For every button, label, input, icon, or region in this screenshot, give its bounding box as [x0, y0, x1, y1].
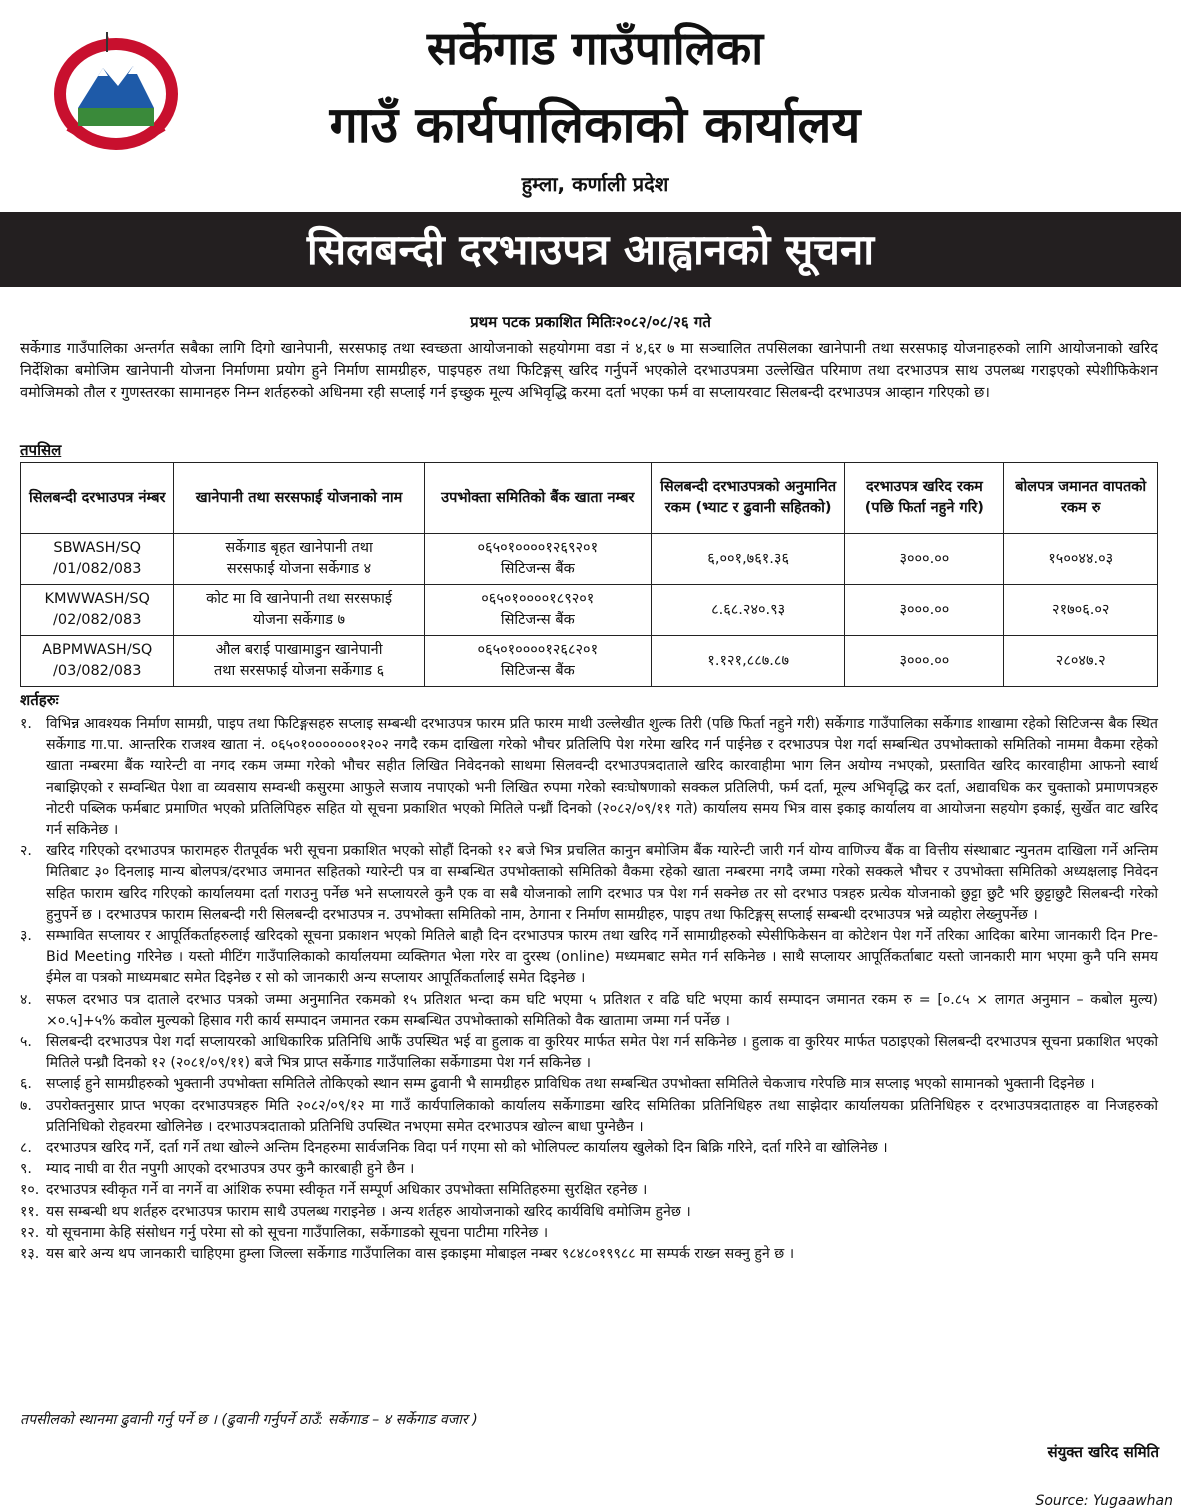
- fee-cell: ३०००.००: [845, 636, 1004, 687]
- col-header-fee: दरभाउपत्र खरिद रकम (पछि फिर्ता नहुने गरि): [845, 463, 1004, 534]
- fee-cell: ३०००.००: [845, 585, 1004, 636]
- term-text: दरभाउपत्र स्वीकृत गर्ने वा नगर्ने वा आंशिक रुपमा स्वीकृत गर्ने सम्पूर्ण अधिकार उपभोक्ता समितिहरुमा सुरक्षित रहनेछ ।: [46, 1182, 648, 1199]
- col-header-scheme-name: खानेपानी तथा सरसफाई योजनाको नाम: [174, 463, 424, 534]
- scheme-name-cell: औल बराई पाखामाडुन खानेपानी तथा सरसफाई योजना सर्केगाड ६: [174, 636, 424, 687]
- term-number: ५.: [20, 1034, 32, 1051]
- term-item: [20, 1074, 1158, 1095]
- term-item: [20, 926, 1158, 990]
- term-number: १२.: [20, 1224, 40, 1241]
- security-cell: १५००४४.०३: [1004, 534, 1158, 585]
- publication-date: प्रथम पटक प्रकाशित मितिः२०८२/०८/२६ गते: [470, 313, 711, 331]
- term-item: [20, 1138, 1158, 1159]
- schedule-label: तपसिल: [20, 441, 62, 459]
- term-text: सफल दरभाउ पत्र दाताले दरभाउ पत्रको जम्मा अनुमानित रकमको १५ प्रतिशत भन्दा कम घटि भएमा ५ प्रतिशत र वढि घटि भएमा कार्य सम्पादन जमानत रकम रु = [०.८५ × लागत अनुमान – कबोल मुल्य) ×०.५]+५% कवोल मुल्यको हिसाव गरी कार्य सम्पादन जमानत रकम सम्बन्धित उपभोक्ताको समितिको वैक खातामा जम्मा गर्न पर्नेछ ।: [46, 991, 1158, 1029]
- col-header-bank-account: उपभोक्ता समितिको बैंक खाता नम्बर: [424, 463, 651, 534]
- term-item: [20, 1223, 1158, 1244]
- signature-committee: संयुक्त खरिद समिति: [1047, 1443, 1159, 1461]
- term-number: ४.: [20, 991, 32, 1008]
- municipality-name: सर्केगाड गाउँपालिका: [426, 21, 764, 75]
- bank-account-cell: ०६५०१००००१२६९२०१ सिटिजन्स बैंक: [424, 534, 651, 585]
- bid-number-cell: ABPMWASH/SQ /03/082/083: [21, 636, 174, 687]
- nepal-emblem-icon: [48, 28, 184, 156]
- term-item: [20, 1032, 1158, 1074]
- term-text: यस सम्बन्धी थप शर्तहरु दरभाउपत्र फाराम साथै उपलब्ध गराइनेछ । अन्य शर्तहरु आयोजनाको खरिद कार्यविधि वमोजिम हुनेछ ।: [46, 1203, 691, 1220]
- term-item: [20, 1180, 1158, 1201]
- table-row: [21, 534, 1158, 585]
- fee-cell: ३०००.००: [845, 534, 1004, 585]
- bank-account-cell: ०६५०१००००१८९२०१ सिटिजन्स बैंक: [424, 585, 651, 636]
- term-number: ६.: [20, 1076, 32, 1093]
- security-cell: २८०४७.२: [1004, 636, 1158, 687]
- intro-paragraph: सर्केगाड गाउँपालिका अन्तर्गत सबैका लागि दिगो खानेपानी, सरसफाइ तथा स्वच्छता आयोजनाको सहयोगमा वडा नं ४,६र ७ मा सञ्चालित तपसिलका खानेपानी तथा सरसफाइ योजनाहरुको लागि आयोजनाको खरिद निर्देशिका बमोजिम खानेपानी योजना निर्माणमा प्रयोग हुने निर्माण सामग्रीहरु, पाइपहरु तथा फिटिङ्गस् खरिद गर्नुपर्ने भएकोले दरभाउपत्रमा उल्लेखित परिमाण तथा दरभाउपत्र साथ उपलब्ध गराइएको स्पेशीफिकेशन वमोजिमको तौल र गुणस्तरका सामानहरु निम्न शर्तहरुको अधिनमा रही सप्लाई गर्न इच्छुक मूल्य अभिवृद्धि करमा दर्ता भएका फर्म वा सप्लायरवाट सिलबन्दी दरभाउपत्र आव्हान गरिएको छ।: [20, 340, 1158, 401]
- term-item: [20, 990, 1158, 1032]
- term-item: [20, 1244, 1158, 1265]
- term-text: यो सूचनामा केहि संसोधन गर्नु परेमा सो को सूचना गाउँपालिका, सर्केगाडको सूचना पाटीमा गरिनेछ ।: [46, 1224, 549, 1241]
- term-number: १.: [20, 716, 32, 732]
- notice-title-banner: सिलबन्दी दरभाउपत्र आह्वानको सूचना: [0, 212, 1181, 287]
- term-number: ९.: [20, 1161, 32, 1178]
- terms-heading: शर्तहरुः: [20, 691, 59, 709]
- estimate-cell: १.१२१,८८७.८७: [652, 636, 845, 687]
- term-text: विभिन्न आवश्यक निर्माण सामग्री, पाइप तथा फिटिङ्गसहरु सप्लाइ सम्बन्धी दरभाउपत्र फारम प्रति फारम माथी उल्लेखीत शुल्क तिरी (पछि फिर्ता नहुने गरी) सर्केगाड गाउँपालिका सर्केगाड शाखामा रहेको सिटिजन्स बैक स्थित सर्केगाड गा.पा. आन्तरिक राजश्व खाता नं. ०६५०१०००००००१२०२ नगदै रकम दाखिला गरेको भौचर प्रतिलिपि पेश गरेमा खरिद गर्न पाईनेछ र दरभाउपत्र पेश गर्दा सम्बन्धित उपभोक्ताको समितिको नाममा वैकमा रहेको खाता नम्बरमा बैंक ग्यारेन्टी वा नगद रकम जम्मा गरेको भौचर सहीत लिखित निवेदनको साथमा सिलवन्दी दरभाउपत्रदाताले खरिद कारवाहीमा भाग लिन अयोग्य नभएको, प्रस्तावित खरिद कारवाहीमा आफनो स्वार्थ नबाझिएको र सम्वन्धित पेशा वा व्यवसाय सम्वन्धी कसुरमा आफुले सजाय नपाएको भनी लिखित रुपमा गरेको स्वःघोषणाको सक्कल प्रतिलिपी, फर्म दर्ता, मूल्य अभिवृद्धि कर दर्ता, अद्यावधिक कर चुक्ताको प्रमाणपत्रहरु नोटरी पब्लिक फर्मबाट प्रमाणित भएको प्रतिलिपिहरु सहित यो सूचना प्रकाशित भएको मितिले पन्ध्रौं दिनको (२०८२/०९/११ गते) कार्यालय समय भित्र वास इकाइ कार्यालय वा आयोजना सहयोग इकाई, सुर्खेत वाट खरिद गर्न सकिनेछ ।: [46, 716, 1158, 839]
- term-number: ३.: [20, 928, 32, 945]
- term-number: १३.: [20, 1246, 40, 1263]
- term-number: १०.: [20, 1182, 40, 1199]
- schedule-table: [20, 462, 1158, 687]
- delivery-footnote: तपसीलको स्थानमा ढुवानी गर्नु पर्ने छ । (ढुवानी गर्नुपर्ने ठाउँ: सर्केगाड – ४ सर्केगाड वजार ): [20, 1412, 478, 1428]
- security-cell: २१७०६.०२: [1004, 585, 1158, 636]
- term-text: यस बारे अन्य थप जानकारी चाहिएमा हुम्ला जिल्ला सर्केगाड गाउँपालिका वास इकाइमा मोबाइल नम्बर ९८४८०१९९८८ मा सम्पर्क राख्न सक्नु हुने छ ।: [46, 1246, 795, 1263]
- office-name: गाउँ कार्यपालिकाको कार्यालय: [329, 96, 861, 154]
- estimate-cell: ६,००१,७६१.३६: [652, 534, 845, 585]
- terms-list: [20, 714, 1158, 1265]
- bid-number-cell: SBWASH/SQ /01/082/083: [21, 534, 174, 585]
- term-text: खरिद गरिएको दरभाउपत्र फारामहरु रीतपूर्वक भरी सूचना प्रकाशित भएको सोहौं दिनको १२ बजे भित्र प्रचलित कानुन बमोजिम बैंक ग्यारेन्टी जारी गर्न योग्य वाणिज्य बैंक वा वित्तीय संस्थाबाट न्युनतम दाखिला गर्ने अन्तिम मितिबाट ३० दिनलाइ मान्य बोलपत्र/दरभाउ जमानत सहितको ग्यारेन्टी पत्र वा सम्बन्धित उपभोक्ताको समितिको वैकमा रहेको खाता नम्बरमा नगदै जम्मा गरेको सक्कले भौचर र उपभोक्ता समितिको अध्यक्षलाइ निवेदन सहित फाराम खरिद गरिएको कार्यालयमा दर्ता गराउनु पर्नेछ भने सप्लायरले कुनै एक वा सबै योजनाको लागि दरभाउ पत्र पेश गर्न सक्नेछ तर सो दरभाउ पत्रहरु प्रत्येक योजनाको छुट्टा छुटै भरि छुट्टाछुटै सिलबन्दी गरेको हुनुपर्ने छ । दरभाउपत्र फाराम सिलबन्दी गरी सिलबन्दी दरभाउपत्र न. उपभोक्ता समितिको नाम, ठेगाना र निर्माण सामग्रीहरु, पाइप तथा फिटिङ्गस् सप्लाई सम्बन्धी दरभाउपत्र भन्ने व्यहोरा लेख्नुपर्नेछ ।: [46, 843, 1158, 923]
- term-item: [20, 1202, 1158, 1223]
- term-item: [20, 714, 1158, 841]
- scheme-name-cell: कोट मा वि खानेपानी तथा सरसफाई योजना सर्केगाड ७: [174, 585, 424, 636]
- term-item: [20, 1159, 1158, 1180]
- term-text: सप्लाई हुने सामग्रीहरुको भुक्तानी उपभोक्ता समितिले तोकिएको स्थान सम्म ढुवानी भै सामग्रीहरु प्राविधिक तथा सम्बन्धित उपभोक्ता समितिले चेकजाच गरेपछि मात्र सप्लाइ भएको सामानको भुक्तानी दिइनेछ ।: [46, 1076, 1095, 1093]
- header: [0, 0, 1181, 210]
- table-row: [21, 585, 1158, 636]
- term-item: [20, 841, 1158, 926]
- term-text: दरभाउपत्र खरिद गर्ने, दर्ता गर्ने तथा खोल्ने अन्तिम दिनहरुमा सार्वजनिक विदा पर्न गएमा सो को भोलिपल्ट कार्यालय खुलेको दिन बिक्रि गरिने, दर्ता गरिने वा खोलिनेछ ।: [46, 1140, 888, 1157]
- source-credit: Source: Yugaawhan: [1027, 1491, 1181, 1511]
- col-header-security: बोलपत्र जमानत वापतको रकम रु: [1004, 463, 1158, 534]
- office-location: हुम्ला, कर्णाली प्रदेश: [521, 172, 669, 196]
- term-text: सिलबन्दी दरभाउपत्र पेश गर्दा सप्लायरको आधिकारिक प्रतिनिधि आफैं उपस्थित भई वा हुलाक वा कुरियर मार्फत समेत पेश गर्न सकिनेछ । हुलाक वा कुरियर मार्फत पठाइएको सिलबन्दी दरभाउपत्र सूचना प्रकाशित भएको मितिले पन्ध्रौ दिनको १२ (२०८१/०९/११) बजे भित्र प्राप्त सर्केगाड गाउँपालिका सर्केगाडमा पेश गर्न सकिनेछ ।: [46, 1034, 1158, 1072]
- estimate-cell: ८.६८.२४०.९३: [652, 585, 845, 636]
- scheme-name-cell: सर्केगाड बृहत खानेपानी तथा सरसफाई योजना सर्केगाड ४: [174, 534, 424, 585]
- term-number: २.: [20, 843, 32, 860]
- col-header-number: सिलबन्दी दरभाउपत्र नंम्बर: [21, 463, 174, 534]
- term-item: [20, 1096, 1158, 1138]
- bid-number-cell: KMWWASH/SQ /02/082/083: [21, 585, 174, 636]
- term-number: ११.: [20, 1203, 40, 1220]
- term-text: म्याद नाघी वा रीत नपुगी आएको दरभाउपत्र उपर कुनै कारबाही हुने छैन ।: [46, 1161, 415, 1178]
- bank-account-cell: ०६५०१००००१२६८२०१ सिटिजन्स बैंक: [424, 636, 651, 687]
- term-text: सम्भावित सप्लायर र आपूर्तिकर्ताहरुलाई खरिदको सूचना प्रकाशन भएको मितिले बाहौ दिन दरभाउपत्र फारम तथा खरिद गर्ने सामाग्रीहरुको स्पेसीफिकेसन वा कोटेशन पेश गर्ने तरिका आदिका बारेमा जानकारी दिन Pre-Bid Meeting गरिनेछ । यस्तो मीटिंग गाउँपालिकाको कार्यालयमा व्यक्तिगत भेला गरेर वा दुरस्थ (online) मध्यमबाट समेत गर्न सकिनेछ । साथै सप्लायर आपूर्तिकर्ताबाट यस्तो जानकारी माग भएमा कुनै पनि समय ईमेल वा पत्रको माध्यमबाट समेत दिइनेछ र सो को जानकारी अन्य सप्लायर आपूर्तिकर्तालाई समेत दिइनेछ ।: [46, 928, 1158, 987]
- table-row: [21, 636, 1158, 687]
- term-number: ८.: [20, 1140, 32, 1157]
- col-header-estimate: सिलबन्दी दरभाउपत्रको अनुमानित रकम (भ्याट र ढुवानी सहितको): [652, 463, 845, 534]
- term-number: ७.: [20, 1097, 32, 1114]
- term-text: उपरोक्तनुसार प्राप्त भएका दरभाउपत्रहरु मिति २०८२/०९/१२ मा गाउँ कार्यपालिकाको कार्यालय सर्केगाडमा खरिद समितिका प्रतिनिधिहरु तथा साझेदार कार्यालयका प्रतिनिधिहरु र दरभाउपत्रदाताहरु वा निजहरुको प्रतिनिधिको रोहवरमा खोलिनेछ । दरभाउपत्रदाताको प्रतिनिधि उपस्थित नभएमा समेत दरभाउपत्र खोल्न बाधा पुग्नेछैन ।: [46, 1097, 1158, 1135]
- table-header-row: [21, 463, 1158, 534]
